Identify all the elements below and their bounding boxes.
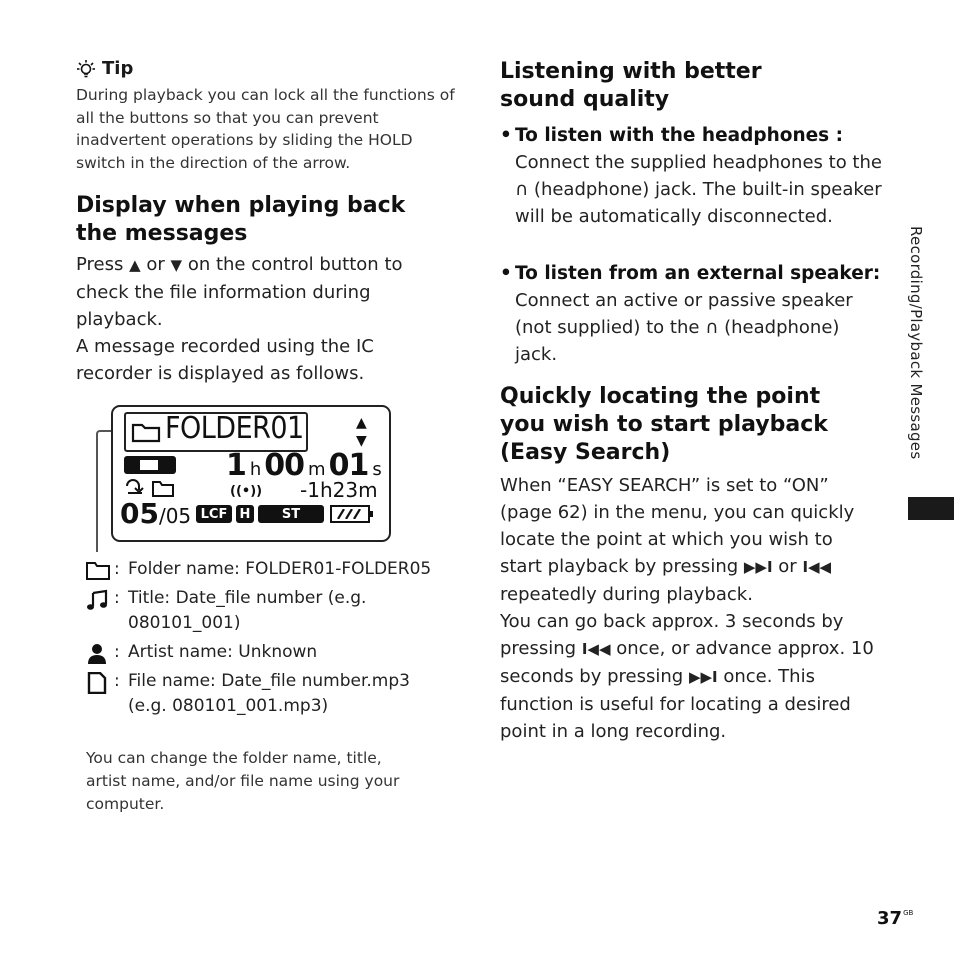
lcd-lcf-badge: LCF (196, 505, 232, 523)
bullet-headphones: • To listen with the headphones : Connect the supplied headphones to the ∩ (headphone) jack. The built-in speaker will be automatically disconnected. (515, 122, 887, 230)
lcd-file-number: 05/05 (120, 497, 192, 530)
display-section-body (76, 251, 436, 387)
music-note-icon (86, 589, 110, 611)
folder-icon (86, 560, 110, 580)
easy-search-body (500, 472, 880, 745)
headphone-icon: ∩ (705, 317, 719, 338)
lcd-elapsed-time: 1 h 00 m 01 s (226, 448, 381, 483)
lcd-repeat-folder-icon (125, 477, 177, 497)
lcd-sound-indicator: ((•)) (230, 484, 263, 499)
lightbulb-icon (76, 59, 96, 79)
tip-body: During playback you can lock all the functions of all the buttons so that you can prevent inadvertent operations by sliding the HOLD switch in the direction of the arrow. (76, 86, 455, 172)
display-para-2: A message recorded using the IC recorder is displayed as follows. (76, 336, 374, 384)
tip-heading (76, 58, 133, 79)
next-track-icon: ▶▶I (743, 558, 773, 576)
lcd-battery-icon (330, 505, 370, 523)
lcd-folder-name: FOLDER01 (165, 411, 304, 446)
legend-item-file: : File name: Date_file number.mp3 (e.g. 080101_001.mp3) (86, 669, 446, 719)
bullet-speaker: • To listen from an external speaker: Connect an active or passive speaker (not supplied) to the ∩ (headphone) jack. (515, 260, 887, 368)
lcd-h-badge: H (236, 505, 254, 523)
section-tab-marker (908, 497, 954, 520)
legend-item-folder: : Folder name: FOLDER01-FOLDER05 (86, 557, 446, 582)
listening-section-heading: Listening with better sound quality (500, 59, 762, 112)
file-icon (86, 672, 110, 694)
headphone-icon: ∩ (515, 179, 529, 200)
tip-title: Tip (102, 58, 134, 79)
lcd-remaining-time: -1h23m (300, 478, 378, 502)
lcd-folder-icon (131, 421, 161, 443)
rename-note: You can change the folder name, title, artist name, and/or file name using your computer. (86, 749, 400, 813)
display-para-1: Press ▲ or ▼ on the control button to check the file information during playback. (76, 254, 403, 330)
next-track-icon: ▶▶I (688, 668, 718, 686)
prev-track-icon: I◀◀ (581, 640, 611, 658)
lcd-down-arrow-icon: ▼ (356, 433, 367, 449)
down-arrow-icon: ▼ (170, 256, 183, 274)
up-arrow-icon: ▲ (129, 256, 141, 274)
lcd-st-badge: ST (258, 505, 324, 523)
headphones-body: Connect the supplied headphones to the ∩ (headphone) jack. The built-in speaker will be automatically disconnected. (515, 152, 882, 227)
section-side-label: Recording/Playback Messages (907, 226, 925, 460)
person-icon (86, 643, 110, 665)
speaker-body: Connect an active or passive speaker (not supplied) to the ∩ (headphone) jack. (515, 290, 853, 365)
legend-item-title: : Title: Date_file number (e.g. 080101_001) (86, 586, 446, 636)
display-section-heading: Display when playing back the messages (76, 193, 406, 246)
speaker-title: To listen from an external speaker: (515, 263, 881, 284)
prev-track-icon: I◀◀ (802, 558, 832, 576)
easy-search-para-2: You can go back approx. 3 seconds by pressing I◀◀ once, or advance approx. 10 seconds by pressing ▶▶I once. This function is useful for locating a desired point in a long recording. (500, 611, 874, 742)
lcd-legend (86, 557, 446, 723)
legend-item-artist: : Artist name: Unknown (86, 640, 446, 665)
easy-search-para-1: When “EASY SEARCH” is set to “ON” (page 62) in the menu, you can quickly locate the point at which you wish to start playback by pressing ▶▶I or I◀◀ repeatedly during playback. (500, 475, 855, 605)
headphones-title: To listen with the headphones : (515, 125, 844, 146)
lcd-stop-indicator (124, 456, 176, 474)
easy-search-heading: Quickly locating the point you wish to start playback (Easy Search) (500, 384, 828, 465)
lcd-up-arrow-icon: ▲ (356, 415, 367, 431)
page-number: $37^{GB}$ (877, 908, 914, 929)
lcd-updown-arrows (356, 414, 367, 450)
